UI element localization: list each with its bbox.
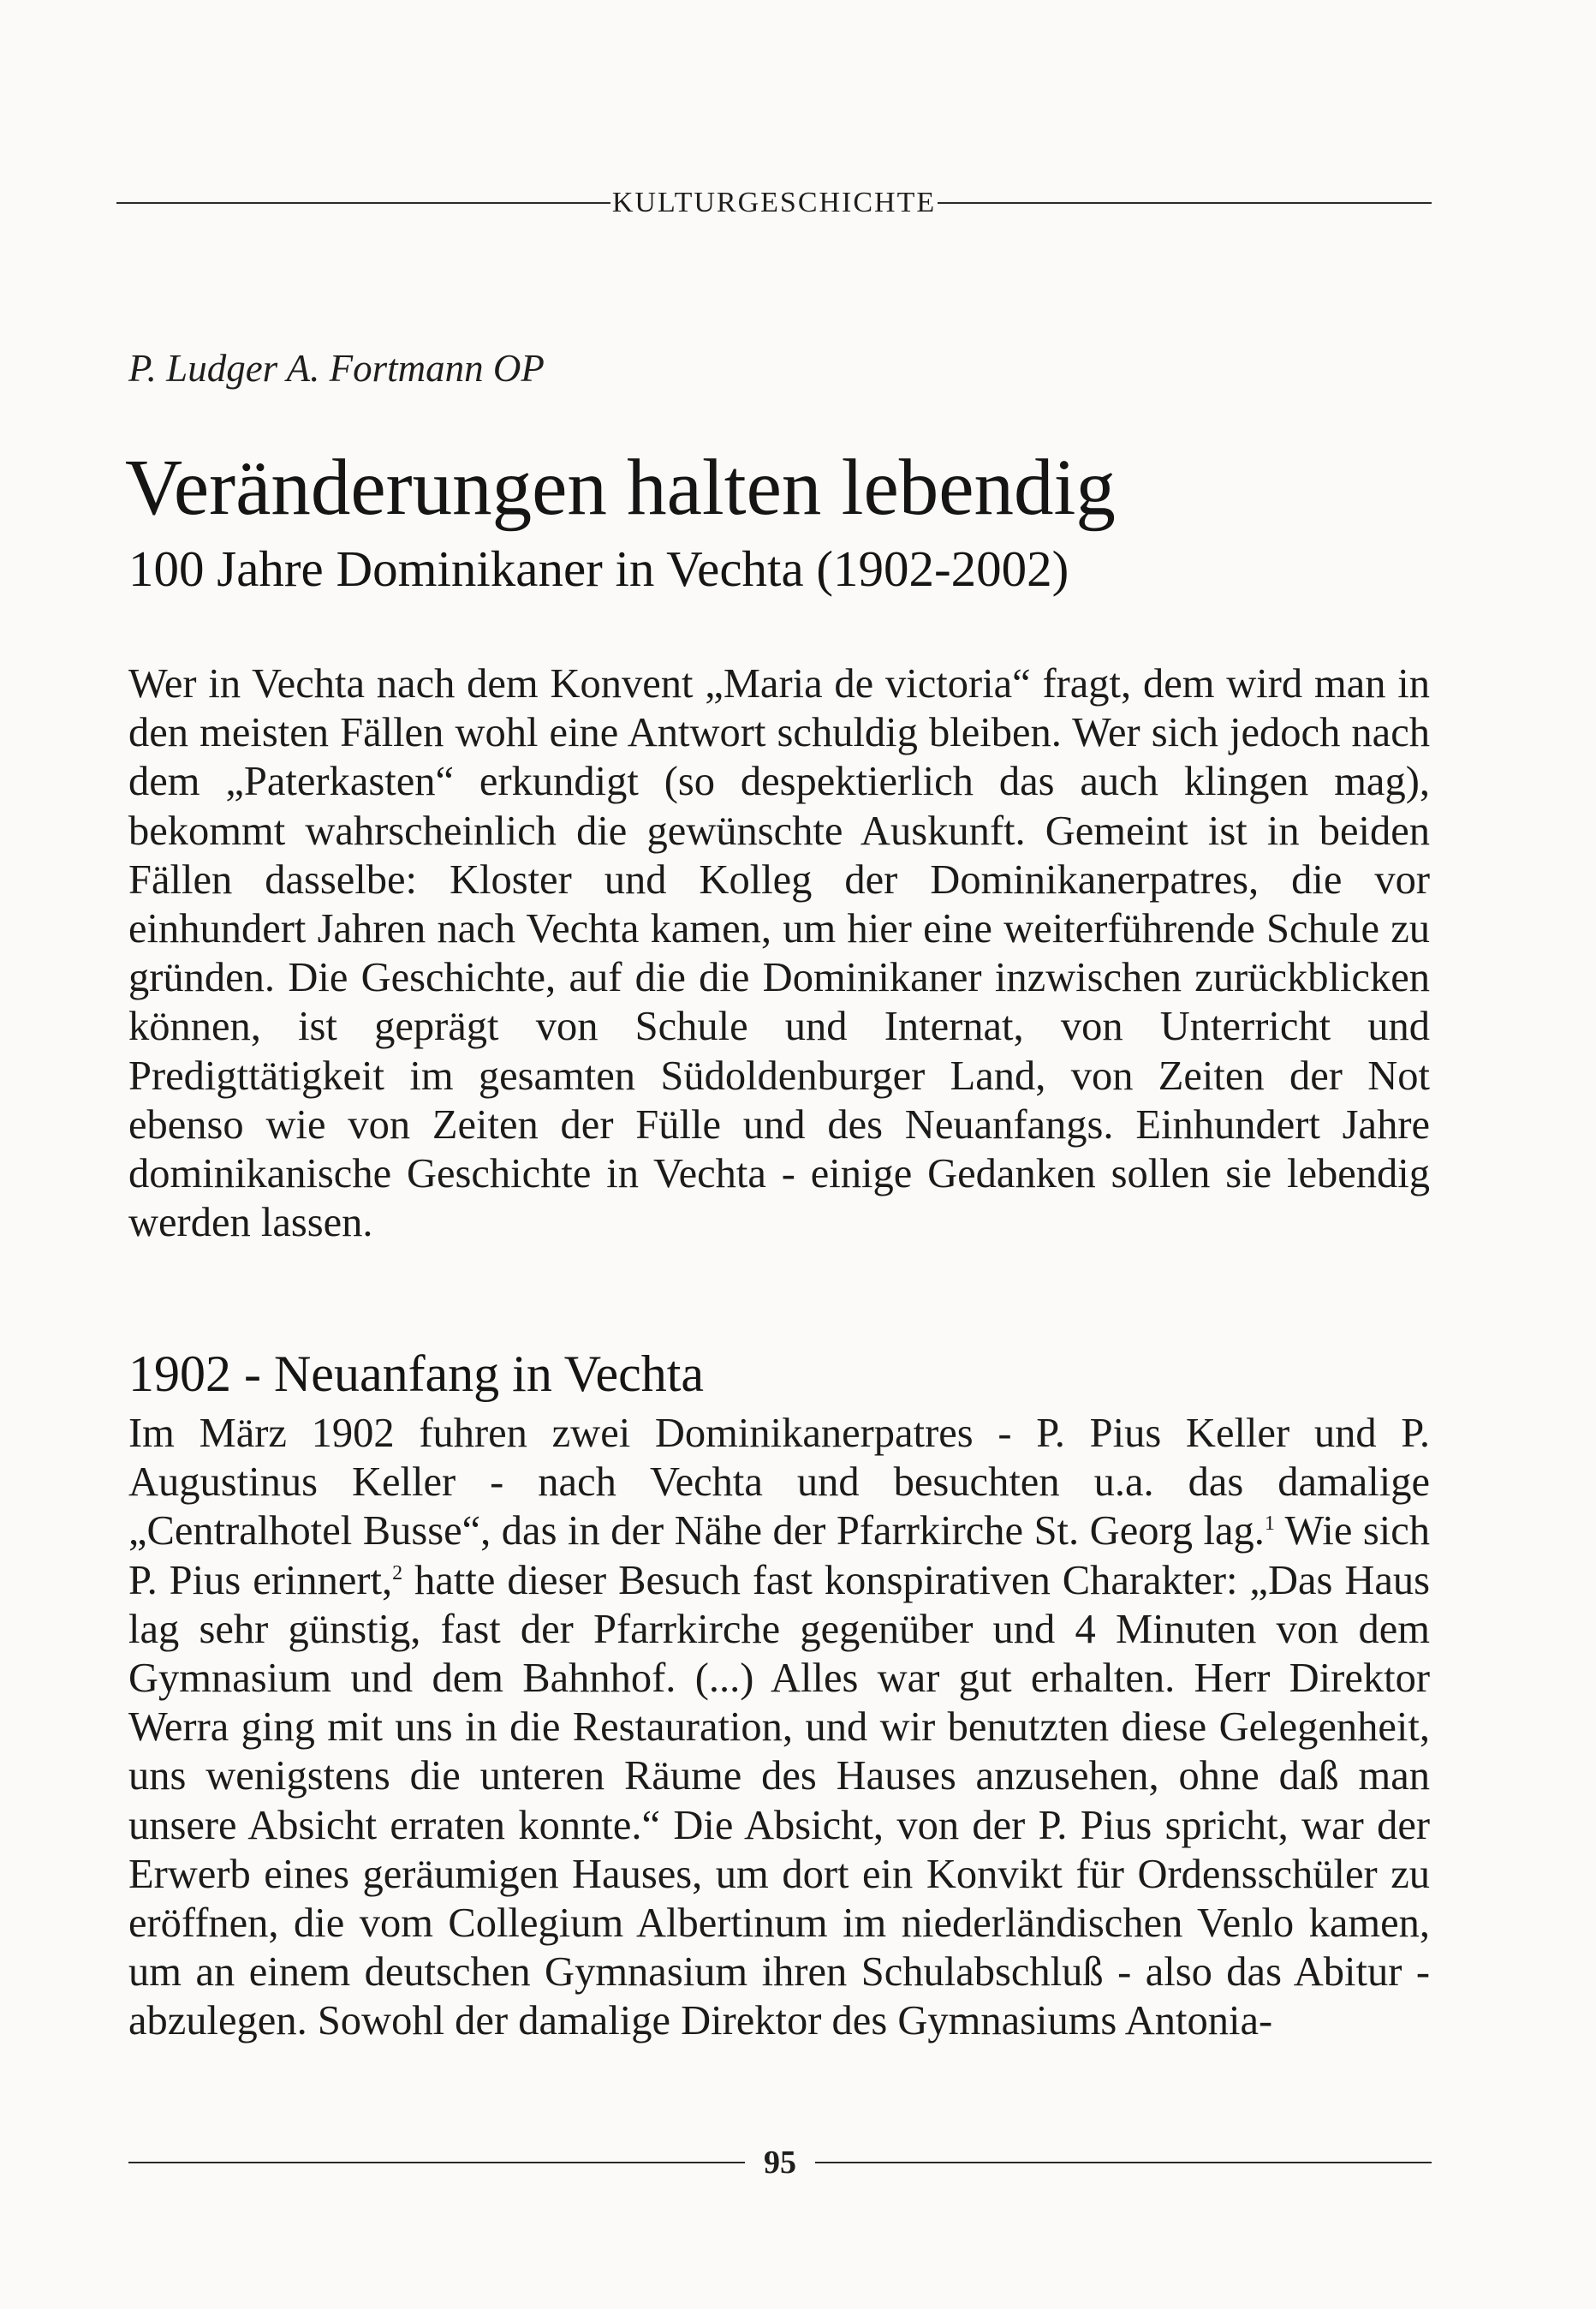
section-text-part-2: Wie sich P. Pius erinnert, — [128, 1508, 1431, 1603]
footnote-marker-1[interactable]: 1 — [1264, 1512, 1275, 1536]
section-heading: 1902 - Neuanfang in Vechta — [128, 1345, 705, 1402]
section-text-part-3: hatte dieser Besuch fast konspirativen Charakter: „Das Haus lag sehr günstig, fast der Pfarrkirche gegenüber und 4 Minuten von dem Gymnasium und dem Bahnhof. (...) Alles war gut erhalten. Herr Direktor Werra ging mit uns in die Restauration, und wir benutzten diese Gelegenheit, uns wenigstens die unteren Räume des Hauses anzusehen, ohne daß man unsere Absicht erraten konnte.“ Die Absicht, von der P. Pius spricht, war der Erwerb eines geräumigen Hauses, um dort ein Konvikt für Ordensschüler zu eröffnen, die vom Collegium Albertinum im niederländischen Venlo kamen, um an einem deutschen Gymnasium ihren Schulabschluß - also das Abitur - abzulegen. Sowohl der damalige Direktor des Gymnasiums Antonia- — [128, 1557, 1431, 2044]
section-paragraph — [128, 1409, 1430, 2046]
article-subtitle: 100 Jahre Dominikaner in Vechta (1902-2002) — [128, 540, 1069, 597]
page-number: 95 — [764, 2145, 796, 2181]
running-head — [116, 182, 1432, 224]
footer-rule-right — [815, 2162, 1432, 2163]
section-text-part-1: Im März 1902 fuhren zwei Dominikanerpatres - P. Pius Keller und P. Augustinus Keller - nach Vechta und besuchten u.a. das damalige „Centralhotel Busse“, das in der Nähe der Pfarrkirche St. Georg lag. — [128, 1411, 1430, 1554]
article-title: Veränderungen halten lebendig — [125, 444, 1116, 532]
page-footer — [128, 2141, 1432, 2184]
running-head-rule-left — [116, 202, 610, 204]
intro-paragraph: Wer in Vechta nach dem Konvent „Maria de victoria“ fragt, dem wird man in den meisten Fällen wohl eine Antwort schuldig bleiben. Wer sich jedoch nach dem „Paterkasten“ erkundigt (so despektierlich das auch klingen mag), bekommt wahrscheinlich die gewünschte Auskunft. Gemeint ist in beiden Fällen dasselbe: Kloster und Kolleg der Dominikanerpatres, die vor einhundert Jahren nach Vechta kamen, um hier eine weiterführende Schule zu gründen. Die Geschichte, auf die die Dominikaner inzwischen zurückblicken können, ist geprägt von Schule und Internat, von Unterricht und Predigttätigkeit im gesamten Südoldenburger Land, von Zeiten der Not ebenso wie von Zeiten der Fülle und des Neuanfangs. Einhundert Jahre dominikanische Geschichte in Vechta - einige Gedanken sollen sie lebendig werden lassen. — [128, 661, 1430, 1246]
running-head-rule-right — [938, 202, 1432, 204]
footer-rule-left — [128, 2162, 745, 2163]
footnote-marker-2[interactable]: 2 — [392, 1561, 403, 1584]
running-head-label: KULTURGESCHICHTE — [611, 187, 937, 218]
author-line: P. Ludger A. Fortmann OP — [128, 347, 545, 390]
